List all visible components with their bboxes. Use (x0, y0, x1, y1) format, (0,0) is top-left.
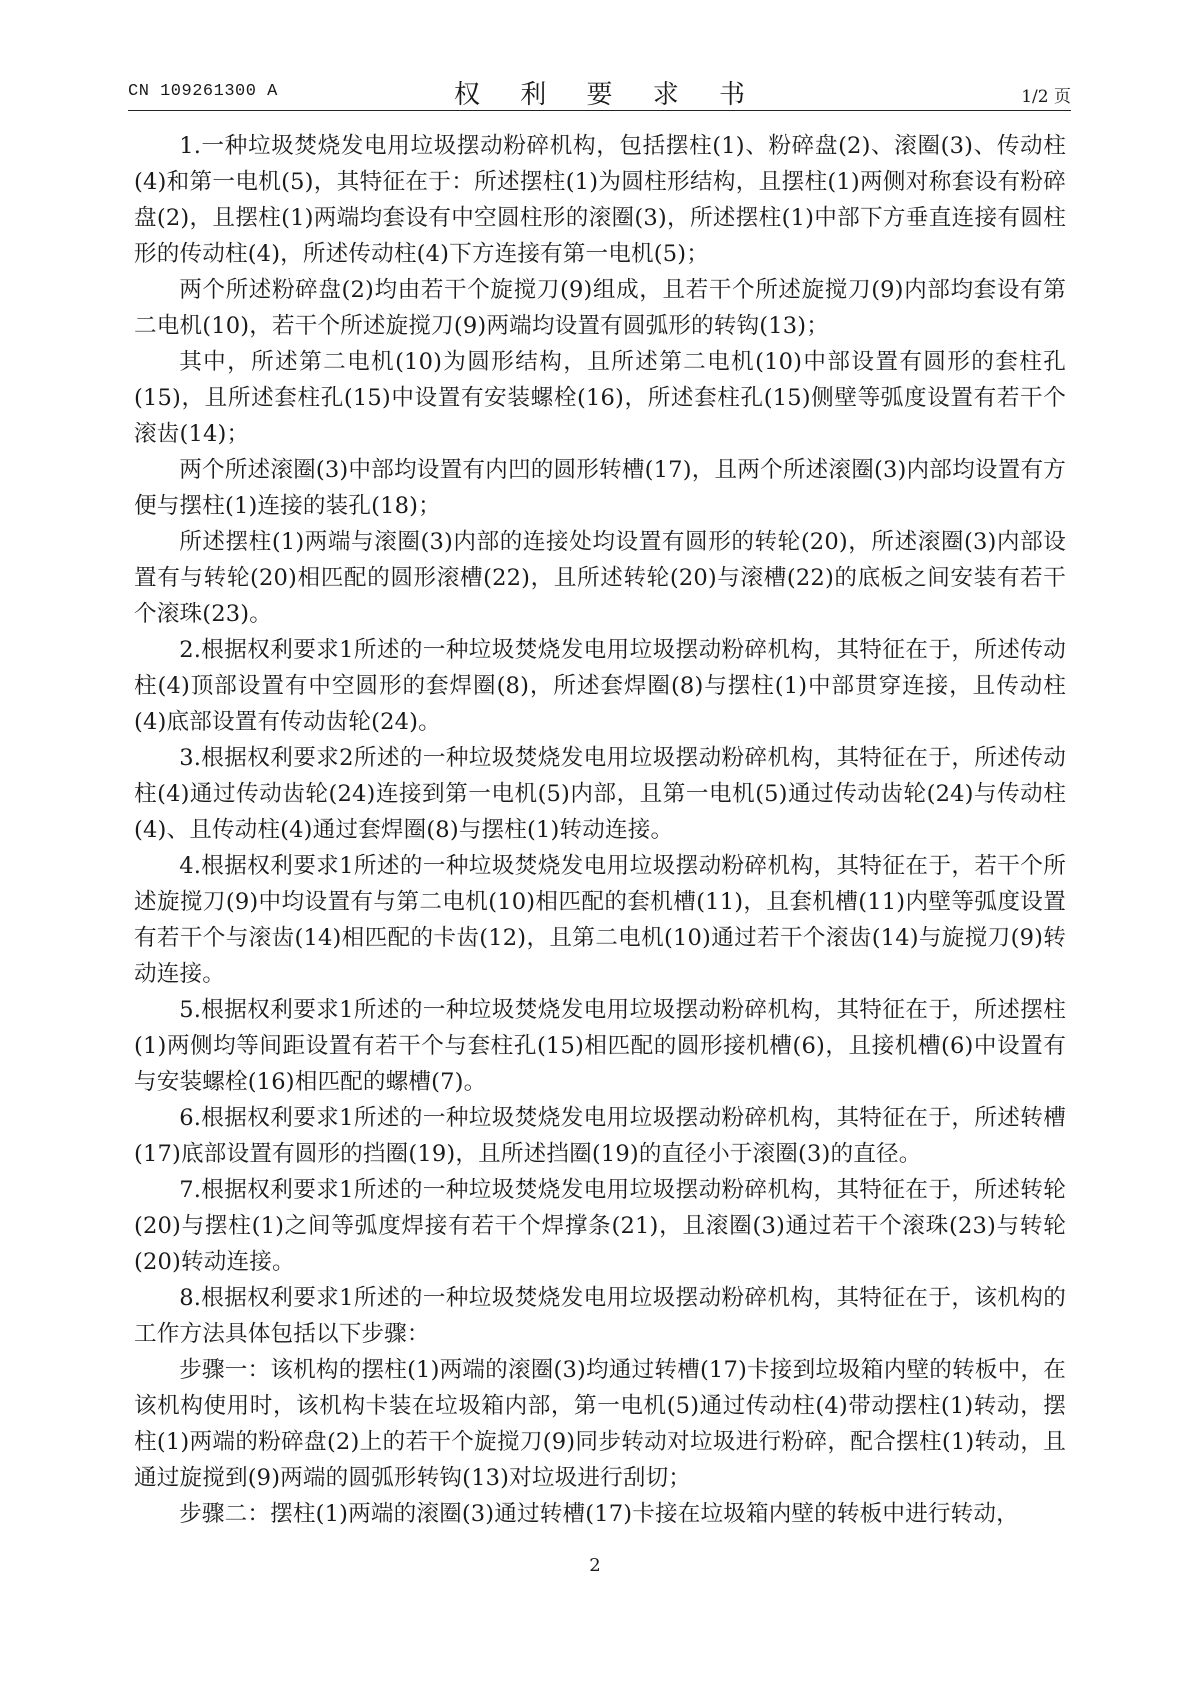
publication-number: CN 109261300 A (128, 82, 278, 101)
claim-paragraph: 7.根据权利要求1所述的一种垃圾焚烧发电用垃圾摆动粉碎机构，其特征在于，所述转轮(20)与摆柱(1)之间等弧度焊接有若干个焊撑条(21)，且滚圈(3)通过若干个滚珠(23)与转轮(20)转动连接。 (134, 1177, 1066, 1275)
page-number: 2 (589, 1555, 601, 1576)
page-count: 1/2 页 (1021, 87, 1071, 107)
claim-paragraph: 两个所述粉碎盘(2)均由若干个旋搅刀(9)组成，且若干个所述旋搅刀(9)内部均套设有第二电机(10)，若干个所述旋搅刀(9)两端均设置有圆弧形的转钩(13)； (134, 277, 1066, 339)
claim-paragraph: 步骤二：摆柱(1)两端的滚圈(3)通过转槽(17)卡接在垃圾箱内壁的转板中进行转动， (179, 1501, 1019, 1527)
header-divider (128, 110, 1071, 111)
claim-paragraph: 6.根据权利要求1所述的一种垃圾焚烧发电用垃圾摆动粉碎机构，其特征在于，所述转槽(17)底部设置有圆形的挡圈(19)，且所述挡圈(19)的直径小于滚圈(3)的直径。 (134, 1105, 1066, 1167)
claim-paragraph: 其中，所述第二电机(10)为圆形结构，且所述第二电机(10)中部设置有圆形的套柱孔(15)，且所述套柱孔(15)中设置有安装螺栓(16)，所述套柱孔(15)侧壁等弧度设置有若干个滚齿(14)； (134, 349, 1066, 447)
claim-paragraph: 步骤一：该机构的摆柱(1)两端的滚圈(3)均通过转槽(17)卡接到垃圾箱内壁的转板中，在该机构使用时，该机构卡装在垃圾箱内部，第一电机(5)通过传动柱(4)带动摆柱(1)转动，摆柱(1)两端的粉碎盘(2)上的若干个旋搅刀(9)同步转动对垃圾进行粉碎，配合摆柱(1)转动，且通过旋搅到(9)两端的圆弧形转钩(13)对垃圾进行刮切； (134, 1357, 1066, 1491)
document-title: 权 利 要 求 书 (453, 80, 762, 110)
claim-paragraph: 8.根据权利要求1所述的一种垃圾焚烧发电用垃圾摆动粉碎机构，其特征在于，该机构的工作方法具体包括以下步骤： (134, 1285, 1066, 1347)
claims-body (134, 128, 1066, 1532)
claim-paragraph: 5.根据权利要求1所述的一种垃圾焚烧发电用垃圾摆动粉碎机构，其特征在于，所述摆柱(1)两侧均等间距设置有若干个与套柱孔(15)相匹配的圆形接机槽(6)，且接机槽(6)中设置有与安装螺栓(16)相匹配的螺槽(7)。 (134, 997, 1066, 1095)
claim-paragraph: 两个所述滚圈(3)中部均设置有内凹的圆形转槽(17)，且两个所述滚圈(3)内部均设置有方便与摆柱(1)连接的装孔(18)； (134, 457, 1066, 519)
claim-paragraph: 所述摆柱(1)两端与滚圈(3)内部的连接处均设置有圆形的转轮(20)，所述滚圈(3)内部设置有与转轮(20)相匹配的圆形滚槽(22)，且所述转轮(20)与滚槽(22)的底板之间安装有若干个滚珠(23)。 (134, 529, 1066, 627)
claim-paragraph: 1.一种垃圾焚烧发电用垃圾摆动粉碎机构，包括摆柱(1)、粉碎盘(2)、滚圈(3)、传动柱(4)和第一电机(5)，其特征在于：所述摆柱(1)为圆柱形结构，且摆柱(1)两侧对称套设有粉碎盘(2)，且摆柱(1)两端均套设有中空圆柱形的滚圈(3)，所述摆柱(1)中部下方垂直连接有圆柱形的传动柱(4)，所述传动柱(4)下方连接有第一电机(5)； (134, 133, 1066, 267)
claim-paragraph: 2.根据权利要求1所述的一种垃圾焚烧发电用垃圾摆动粉碎机构，其特征在于，所述传动柱(4)顶部设置有中空圆形的套焊圈(8)，所述套焊圈(8)与摆柱(1)中部贯穿连接，且传动柱(4)底部设置有传动齿轮(24)。 (134, 637, 1066, 735)
claim-paragraph: 4.根据权利要求1所述的一种垃圾焚烧发电用垃圾摆动粉碎机构，其特征在于，若干个所述旋搅刀(9)中均设置有与第二电机(10)相匹配的套机槽(11)，且套机槽(11)内壁等弧度设置有若干个与滚齿(14)相匹配的卡齿(12)，且第二电机(10)通过若干个滚齿(14)与旋搅刀(9)转动连接。 (134, 853, 1066, 987)
page-header (128, 74, 1071, 108)
claim-paragraph: 3.根据权利要求2所述的一种垃圾焚烧发电用垃圾摆动粉碎机构，其特征在于，所述传动柱(4)通过传动齿轮(24)连接到第一电机(5)内部，且第一电机(5)通过传动齿轮(24)与传动柱(4)、且传动柱(4)通过套焊圈(8)与摆柱(1)转动连接。 (134, 745, 1066, 843)
